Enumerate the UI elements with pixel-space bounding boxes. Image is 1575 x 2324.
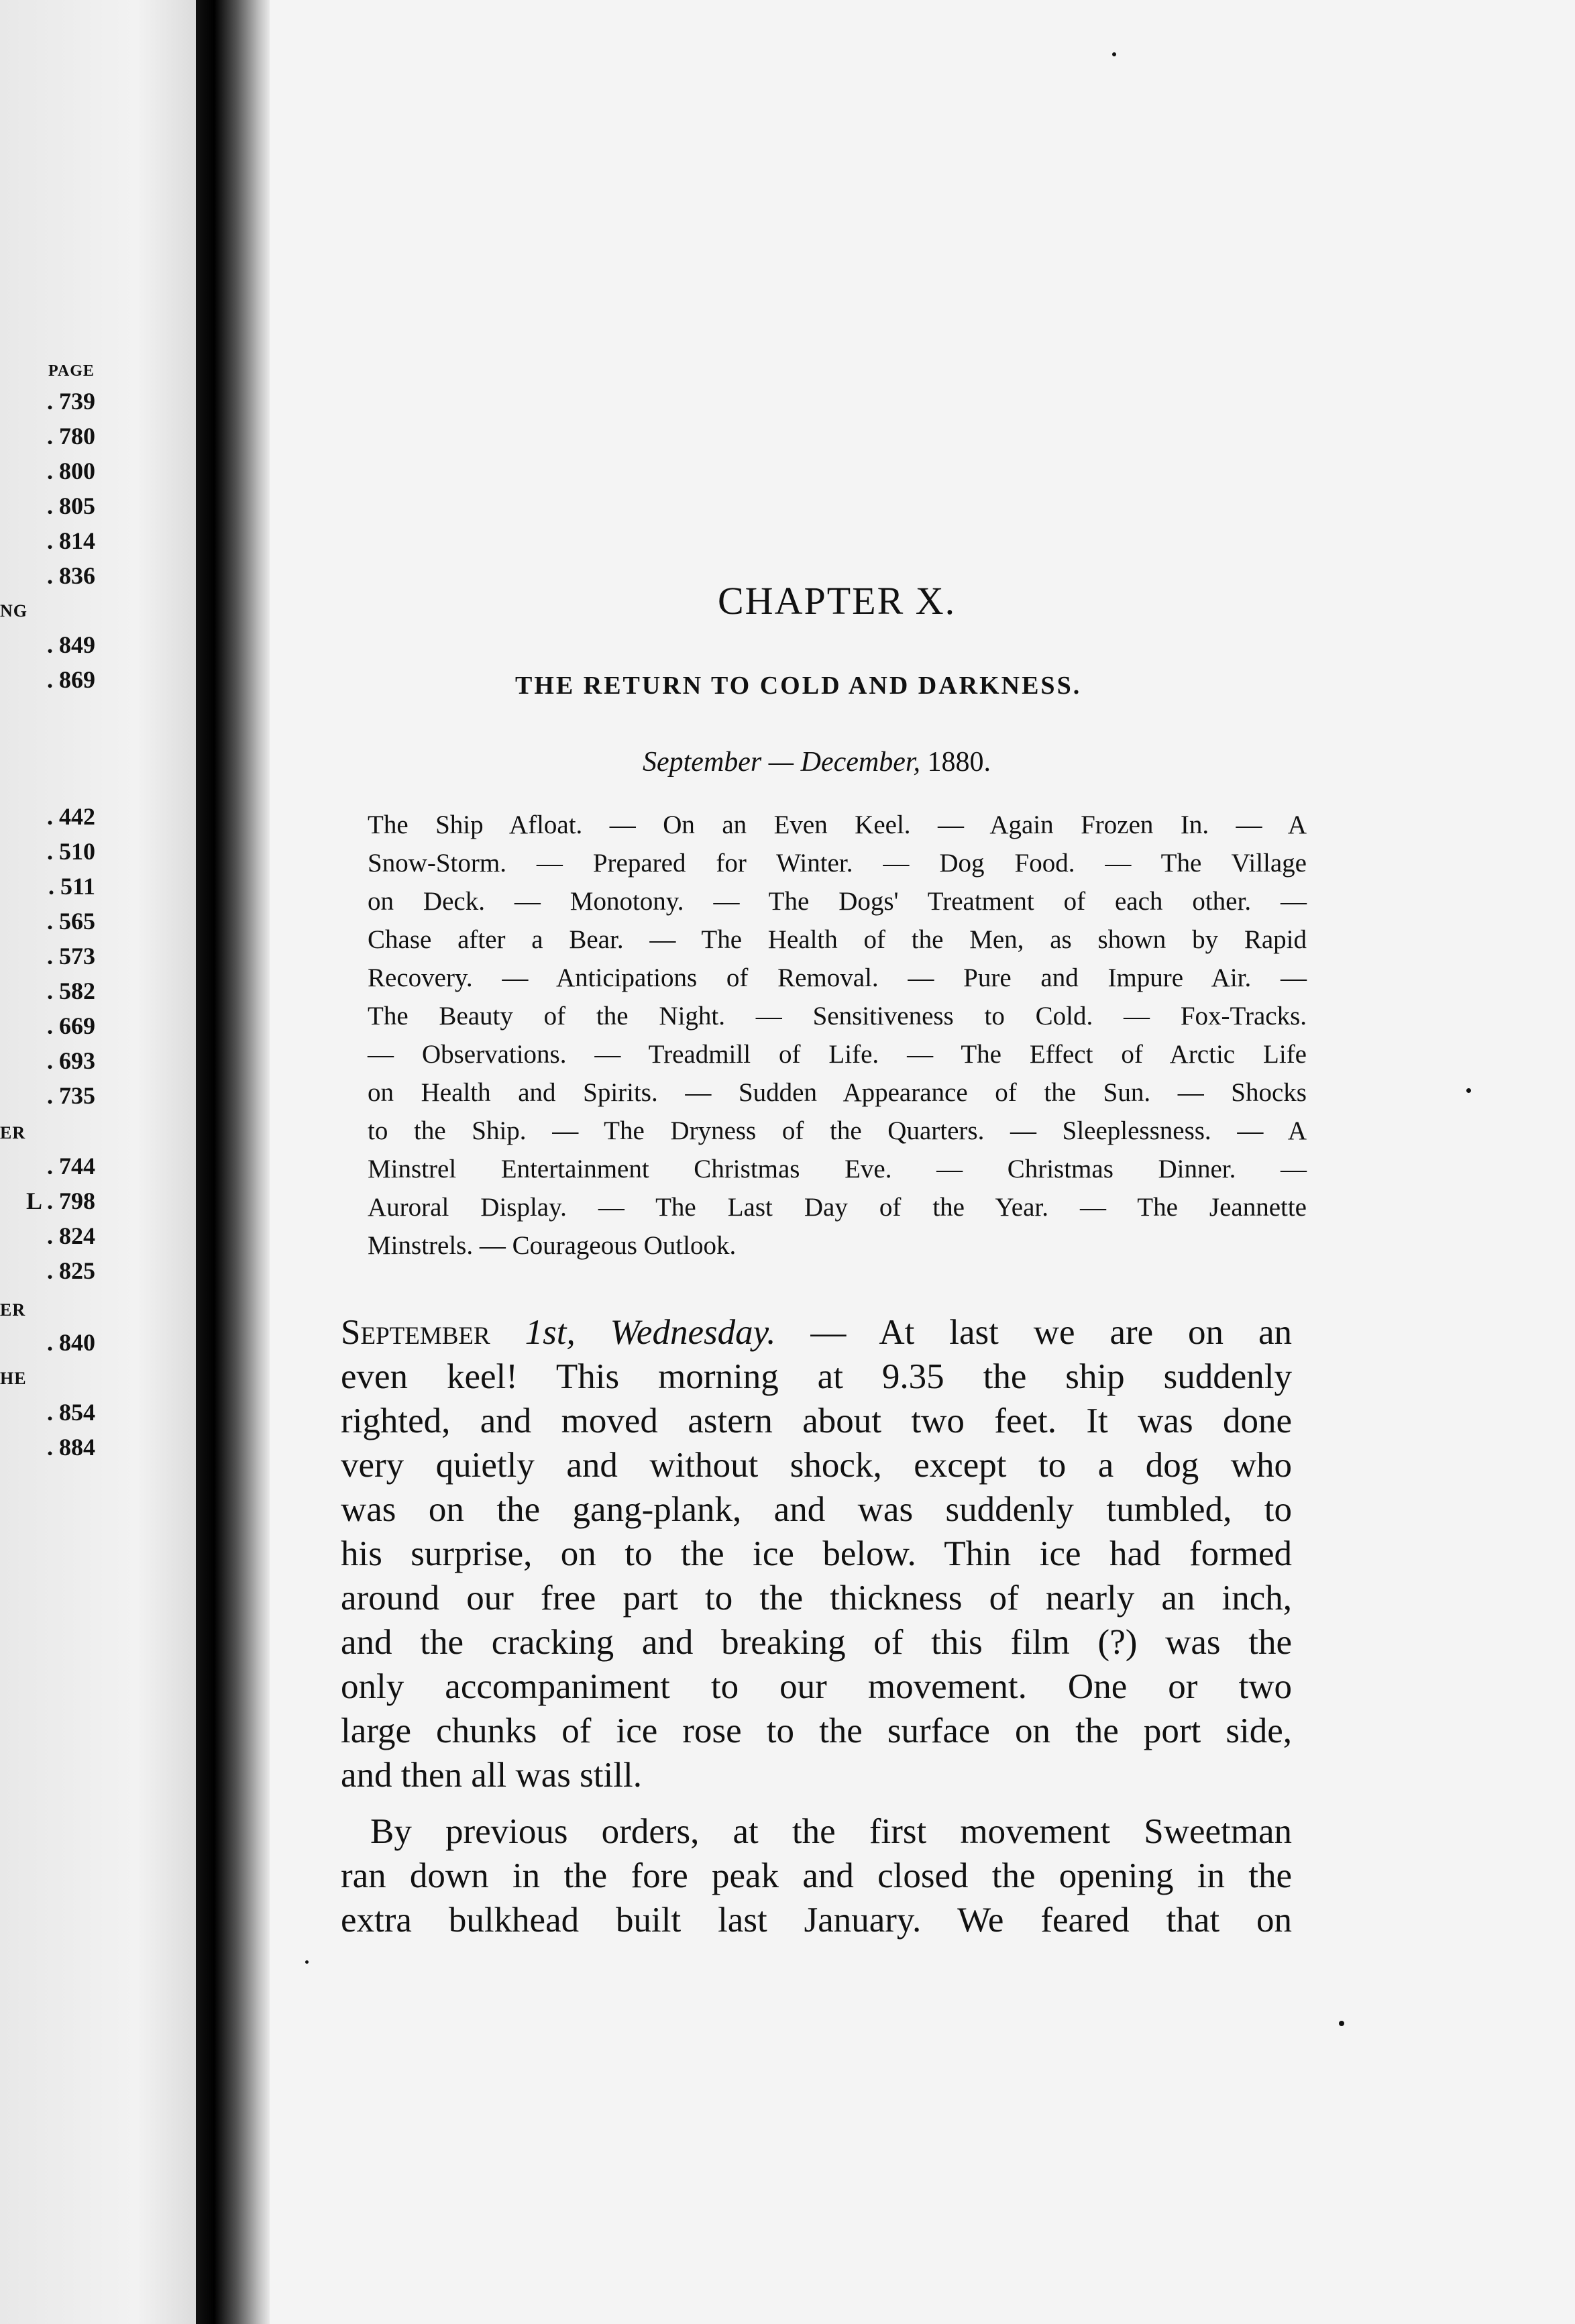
toc-page-number: . 582 bbox=[47, 978, 95, 1004]
chapter-dates bbox=[643, 746, 991, 778]
toc-page-number: . 780 bbox=[47, 423, 95, 450]
toc-page-number: . 573 bbox=[47, 943, 95, 969]
toc-page-number: . 840 bbox=[47, 1329, 95, 1356]
body-line: even keel! This morning at 9.35 the ship suddenly bbox=[341, 1357, 1292, 1396]
chapter-subtitle: THE RETURN TO COLD AND DARKNESS. bbox=[515, 672, 1082, 700]
body-line: very quietly and without shock, except to a dog who bbox=[341, 1446, 1292, 1485]
toc-page-number: . 824 bbox=[47, 1222, 95, 1249]
toc-page-number: . 735 bbox=[47, 1082, 95, 1109]
synopsis-line: on Health and Spirits. — Sudden Appearance of the Sun. — Shocks bbox=[368, 1078, 1307, 1107]
toc-page-number: . 693 bbox=[47, 1047, 95, 1074]
toc-page-number: . 884 bbox=[47, 1434, 95, 1461]
synopsis-line: Minstrels. — Courageous Outlook. bbox=[368, 1231, 737, 1260]
chapter-dates-year: 1880. bbox=[927, 747, 991, 778]
body-line: and then all was still. bbox=[341, 1756, 642, 1795]
toc-entry-fragment: HE bbox=[0, 1369, 27, 1388]
synopsis-line: — Observations. — Treadmill of Life. — The Effect of Arctic Life bbox=[368, 1040, 1307, 1069]
synopsis-line: Recovery. — Anticipations of Removal. — Pure and Impure Air. — bbox=[368, 963, 1307, 992]
synopsis-line: Chase after a Bear. — The Health of the Men, as shown by Rapid bbox=[368, 925, 1307, 954]
toc-page-number: . 800 bbox=[47, 458, 95, 484]
body-line: righted, and moved astern about two feet. It was done bbox=[341, 1402, 1292, 1440]
body-line: around our free part to the thickness of nearly an inch, bbox=[341, 1579, 1292, 1618]
body-line: only accompaniment to our movement. One or two bbox=[341, 1667, 1292, 1706]
synopsis-line: on Deck. — Monotony. — The Dogs' Treatment of each other. — bbox=[368, 887, 1307, 916]
chapter-dates-range: September — December, bbox=[643, 747, 921, 778]
toc-page-number: . 565 bbox=[47, 908, 95, 935]
body-line: his surprise, on to the ice below. Thin ice had formed bbox=[341, 1534, 1292, 1573]
toc-page-number: . 854 bbox=[47, 1399, 95, 1426]
toc-entry-fragment: NG bbox=[0, 601, 28, 621]
book-gutter bbox=[196, 0, 270, 2324]
scan-speck bbox=[305, 1960, 309, 1964]
journal-entry-month: September bbox=[341, 1313, 490, 1352]
body-line: large chunks of ice rose to the surface on the port side, bbox=[341, 1711, 1292, 1750]
synopsis-line: Minstrel Entertainment Christmas Eve. — Christmas Dinner. — bbox=[368, 1155, 1307, 1183]
journal-entry-day: 1st, bbox=[525, 1313, 576, 1352]
toc-page-number: . 849 bbox=[47, 631, 95, 658]
toc-page-number: . 825 bbox=[47, 1257, 95, 1284]
toc-page-number: . 511 bbox=[48, 873, 95, 900]
scan-speck bbox=[1466, 1088, 1471, 1093]
left-page bbox=[0, 0, 196, 2324]
toc-page-number: . 442 bbox=[47, 803, 95, 830]
synopsis-line: to the Ship. — The Dryness of the Quarters. — Sleeplessness. — A bbox=[368, 1116, 1307, 1145]
toc-page-number: . 805 bbox=[47, 492, 95, 519]
body-line: was on the gang-plank, and was suddenly tumbled, to bbox=[341, 1490, 1292, 1529]
scan-speck bbox=[1339, 2021, 1344, 2026]
body-line bbox=[341, 1315, 1292, 1351]
body-line-text: — At last we are on an bbox=[775, 1313, 1292, 1352]
toc-page-number: . 510 bbox=[47, 838, 95, 865]
toc-page-number: . 739 bbox=[47, 388, 95, 415]
table-of-contents-fragment bbox=[0, 0, 196, 2324]
synopsis-line: The Beauty of the Night. — Sensitiveness to Cold. — Fox-Tracks. bbox=[368, 1002, 1307, 1031]
synopsis-line: Snow-Storm. — Prepared for Winter. — Dog Food. — The Village bbox=[368, 849, 1307, 878]
chapter-title: CHAPTER X. bbox=[718, 579, 957, 623]
synopsis-line: The Ship Afloat. — On an Even Keel. — Again Frozen In. — A bbox=[368, 810, 1307, 839]
journal-entry-weekday: Wednesday. bbox=[610, 1313, 776, 1352]
toc-page-number: . 836 bbox=[47, 562, 95, 589]
toc-page-number: . 869 bbox=[47, 666, 95, 693]
toc-page-number: . 669 bbox=[47, 1012, 95, 1039]
toc-page-number: . 744 bbox=[47, 1153, 95, 1179]
body-line: ran down in the fore peak and closed the opening in the bbox=[341, 1856, 1292, 1895]
toc-page-number: . 814 bbox=[47, 527, 95, 554]
toc-entry-fragment: ER bbox=[0, 1300, 26, 1320]
toc-entry-fragment: ER bbox=[0, 1123, 26, 1143]
toc-page-heading: PAGE bbox=[48, 362, 95, 380]
scan-speck bbox=[1112, 52, 1116, 56]
body-line: extra bulkhead built last January. We feared that on bbox=[341, 1901, 1292, 1940]
synopsis-line: Auroral Display. — The Last Day of the Year. — The Jeannette bbox=[368, 1193, 1307, 1222]
toc-page-number: L . 798 bbox=[25, 1187, 95, 1214]
body-line: By previous orders, at the first movement Sweetman bbox=[370, 1812, 1292, 1851]
body-line: and the cracking and breaking of this film (?) was the bbox=[341, 1623, 1292, 1662]
